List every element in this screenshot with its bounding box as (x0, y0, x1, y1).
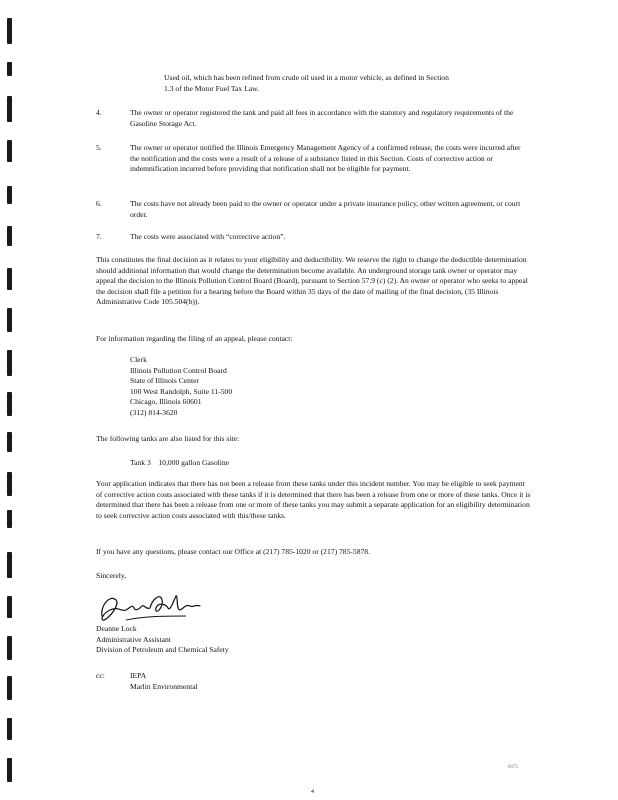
item-number-5: 5. (96, 143, 102, 152)
item-number-6: 6. (96, 199, 102, 208)
scan-mark (7, 676, 12, 700)
scan-mark (7, 186, 12, 204)
scan-mark (7, 718, 12, 740)
application-paragraph: Your application indicates that there has not been a release from these tanks under this incident number. You may be eligible to seek payment of corrective action costs associated with these tanks if it is determined that there has been a release from one or more of these tanks. Once it is determined that there has been a release from one or more of these tanks you may submit a separate application for an eligibility determination to seek corrective action costs associated with this/these tanks. (96, 479, 531, 520)
scan-mark (7, 472, 12, 496)
scan-mark (7, 350, 12, 376)
appeal-contact-paragraph: For information regarding the filing of an appeal, please contact: (96, 334, 293, 343)
tank-line: Tank 3 10,000 gallon Gasoline (130, 458, 230, 467)
item-text-5: The owner or operator notified the Illinois Emergency Management Agency of a confirmed release, the costs were incurred after the notification and the costs were a result of a release of a substance listed in this Section. Costs of corrective action or indemnification incurred before providing that notification shall not be eligible for payment. (130, 143, 521, 174)
scan-mark (7, 636, 12, 660)
address-block (130, 355, 430, 419)
scan-mark (7, 18, 12, 44)
address-line: State of Illinois Center (130, 376, 199, 386)
scan-mark (7, 432, 12, 452)
item-number-4: 4. (96, 108, 102, 117)
signature-image (96, 586, 206, 626)
address-line: 100 West Randolph, Suite 11-500 (130, 386, 233, 396)
scan-mark (7, 268, 12, 290)
address-line: Chicago, Illinois 60601 (130, 397, 202, 407)
signer-name: Deanne Lock (96, 624, 137, 633)
scan-mark (7, 552, 12, 578)
scan-mark (7, 510, 12, 528)
item-continuation-line-1: Used oil, which has been refined from crude oil used in a motor vehicle, as defined in Section (164, 73, 449, 82)
scan-mark (7, 62, 12, 76)
address-line: Clerk (130, 355, 147, 364)
scan-mark (7, 140, 12, 162)
scan-mark (7, 392, 12, 416)
scan-mark (7, 96, 12, 122)
signer-division: Division of Petroleum and Chemical Safety (96, 645, 229, 655)
questions-paragraph: If you have any questions, please contact our Office at (217) 785-1020 or (217) 785-5878. (96, 547, 371, 556)
final-decision-paragraph: This constitutes the final decision as it relates to your eligibility and deductibility. We reserve the right to change the deductible determination should additional information that would change the determination become available. An underground storage tank owner or operator may appeal the decision to the Illinois Pollution Control Board (Board), pursuant to Section 57.9 (c) (2). An owner or operator who seeks to appeal the decision shall file a petition for a hearing before the Board within 35 days of the date of mailing of the final decision, (35 Illinois Administrative Code 105.504(b)). (96, 255, 528, 307)
address-line: Illinois Pollution Control Board (130, 365, 227, 375)
item-text-4: The owner or operator registered the tank and paid all fees in accordance with the statutory and regulatory requirements of the Gasoline Storage Act. (130, 108, 514, 128)
cc-recipient: Marlin Environmental (130, 681, 198, 691)
signer-block (96, 624, 396, 656)
cc-list (130, 671, 430, 692)
cc-recipient: IEPA (130, 671, 147, 680)
page-number: 4 (311, 789, 314, 795)
address-line: (312) 814-3620 (130, 407, 178, 417)
signer-title: Administrative Assistant (96, 634, 171, 644)
item-text-6: The costs have not already been paid to the owner or operator under a private insurance policy, other written agreement, or court order. (130, 199, 521, 219)
document-stamp: 0075 (508, 765, 518, 770)
scan-mark (7, 758, 12, 782)
closing: Sincerely, (96, 571, 127, 580)
tanks-paragraph: The following tanks are also listed for this site: (96, 434, 239, 443)
scan-mark (7, 308, 12, 332)
item-text-7: The costs were associated with “corrective action”. (130, 232, 286, 241)
item-number-7: 7. (96, 232, 102, 241)
cc-label: cc: (96, 671, 105, 680)
scan-mark (7, 226, 12, 246)
scan-mark (7, 596, 12, 618)
item-continuation-line-2: 1.3 of the Motor Fuel Tax Law. (164, 84, 260, 93)
